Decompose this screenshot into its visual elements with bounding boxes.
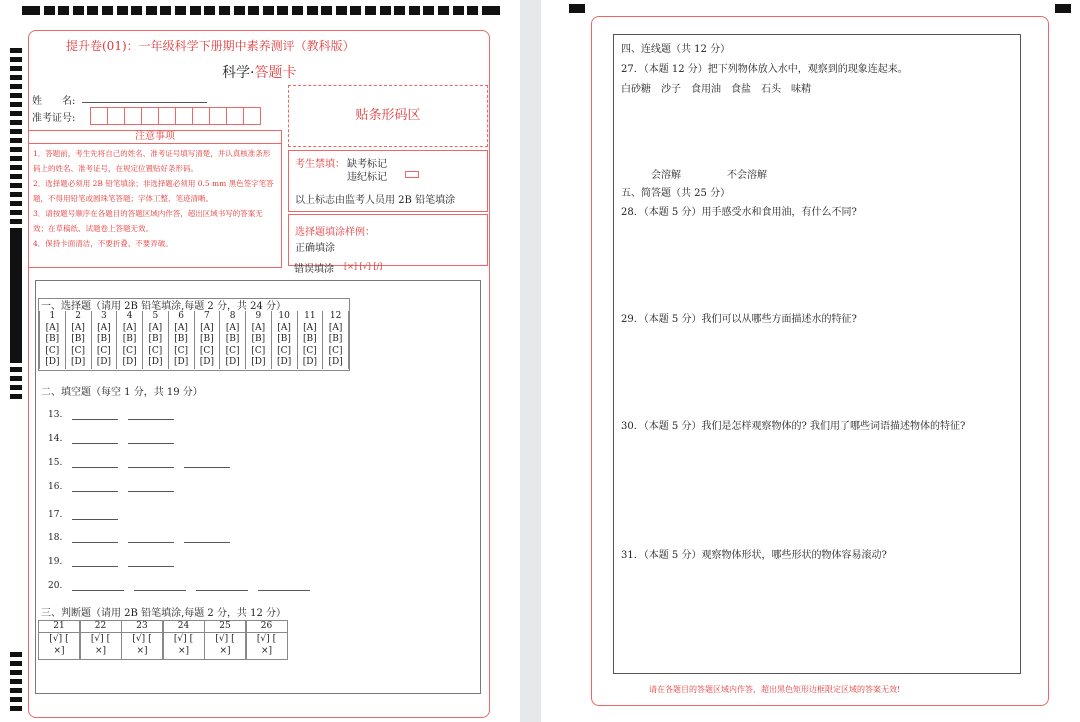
choice-bubble[interactable]: [B]	[297, 334, 323, 346]
fill-blank-line[interactable]	[72, 512, 118, 520]
choice-bubble[interactable]: [B]	[246, 334, 272, 346]
true-false-number: 22	[81, 621, 121, 633]
fill-blank-row	[48, 482, 174, 492]
question-30: 30．（本题 5 分）我们是怎样观察物体的? 我们用了哪些词语描述物体的特征?	[621, 421, 966, 432]
left-timing-marks-lower	[10, 652, 22, 711]
true-false-number: 23	[122, 621, 162, 633]
top-timing-marks	[22, 6, 500, 15]
true-false-item[interactable]	[80, 620, 122, 660]
true-bubble[interactable]: [√]	[90, 634, 104, 644]
choice-bubble[interactable]: [C]	[297, 346, 323, 358]
fill-blank-line[interactable]	[72, 412, 118, 420]
fill-blank-line[interactable]	[128, 436, 174, 444]
fill-blank-row	[48, 510, 118, 520]
choice-bubble[interactable]: [B]	[117, 334, 143, 346]
choice-bubble[interactable]: [D]	[117, 357, 143, 369]
true-false-item[interactable]	[204, 620, 246, 660]
matching-answer-space[interactable]	[621, 98, 1001, 160]
choice-number: 7	[194, 311, 220, 323]
choice-bubble[interactable]: [B]	[91, 334, 117, 346]
answer-space-28[interactable]	[621, 220, 1011, 304]
true-false-item[interactable]	[121, 620, 163, 660]
choice-number: 8	[220, 311, 246, 323]
choice-bubble[interactable]: [C]	[168, 346, 194, 358]
question-28: 28．（本题 5 分）用手感受水和食用油，有什么不同?	[621, 207, 857, 218]
fill-blank-line[interactable]	[196, 583, 248, 591]
fill-blank-row	[48, 434, 174, 444]
false-bubble-close[interactable]: ×]	[94, 646, 107, 656]
choice-bubble[interactable]: [A]	[323, 323, 349, 335]
choice-bubble[interactable]: [B]	[323, 334, 349, 346]
true-false-number: 25	[205, 621, 245, 633]
choice-bubble[interactable]: [A]	[220, 323, 246, 335]
false-bubble-open[interactable]: [	[65, 634, 69, 644]
choice-bubble[interactable]: [A]	[194, 323, 220, 335]
choice-bubble[interactable]: [A]	[143, 323, 169, 335]
choice-bubble[interactable]: [D]	[246, 357, 272, 369]
fill-blank-line[interactable]	[184, 535, 230, 543]
choice-bubble[interactable]: [A]	[65, 323, 91, 335]
true-false-item[interactable]	[246, 620, 288, 660]
choice-bubble[interactable]: [A]	[91, 323, 117, 335]
notice-item: 2．选择题必须用 2B 铅笔填涂；非选择题必须用 0.5 mm 黑色签字笔答题，不得用铅笔或圆珠笔答题；字体工整、笔迹清晰。	[33, 179, 274, 203]
fill-blank-line[interactable]	[134, 583, 186, 591]
true-bubble[interactable]: [√]	[132, 634, 146, 644]
wrong-fill-label: 错误填涂	[294, 264, 334, 275]
fill-blank-row	[48, 458, 230, 468]
false-bubble-open[interactable]: [	[231, 634, 235, 644]
false-bubble-close[interactable]: ×]	[260, 646, 273, 656]
choice-bubble[interactable]: [A]	[246, 323, 272, 335]
fill-blank-line[interactable]	[72, 484, 118, 492]
fill-question-number: 20.	[48, 581, 63, 591]
fill-question-number: 15.	[48, 458, 63, 468]
choice-bubble[interactable]: [C]	[271, 346, 297, 358]
true-false-number: 26	[247, 621, 287, 633]
fill-blank-line[interactable]	[128, 460, 174, 468]
fill-blank-row	[48, 533, 230, 543]
choice-number: 1	[40, 311, 66, 323]
choice-bubble[interactable]: [A]	[271, 323, 297, 335]
name-label: 姓 名:	[32, 96, 76, 107]
section-4-title: 四、连线题（共 12 分）	[621, 44, 731, 55]
answer-space-31[interactable]	[621, 564, 1011, 668]
notice-list	[29, 144, 281, 253]
section-3-title: 三、判断题（请用 2B 铅笔填涂,每题 2 分，共 12 分）	[41, 608, 287, 619]
false-bubble-close[interactable]: ×]	[53, 646, 65, 656]
choice-bubble[interactable]: [C]	[40, 346, 66, 358]
false-bubble-open[interactable]: [	[272, 634, 277, 644]
choice-bubble[interactable]: [A]	[40, 323, 66, 335]
choice-number: 6	[168, 311, 194, 323]
section-2-title: 二、填空题（每空 1 分，共 19 分）	[41, 387, 203, 398]
notice-item: 1．答题前，考生先将自己的姓名、准考证号填写清楚，并认真核准条形码上的姓名、准考证号，在规定位置贴好条形码。	[33, 149, 271, 173]
fill-blank-row	[48, 410, 174, 420]
not-dissolve-label: 不会溶解	[727, 170, 767, 181]
fill-blank-line[interactable]	[72, 559, 118, 567]
fill-blank-line[interactable]	[72, 460, 118, 468]
false-bubble-close[interactable]: ×]	[136, 646, 148, 656]
fill-blank-line[interactable]	[128, 484, 174, 492]
exam-number-label: 准考证号:	[32, 113, 76, 124]
true-false-item[interactable]	[163, 620, 205, 660]
choice-bubble[interactable]: [C]	[65, 346, 91, 358]
fill-blank-line[interactable]	[72, 436, 118, 444]
choice-bubble[interactable]: [D]	[194, 357, 220, 369]
exam-number-cells[interactable]	[90, 107, 260, 129]
fill-blank-row	[48, 581, 310, 591]
choice-bubble[interactable]: [D]	[271, 357, 297, 369]
choice-bubble[interactable]: [B]	[271, 334, 297, 346]
true-bubble[interactable]: [√]	[215, 634, 229, 644]
choice-bubble[interactable]: [D]	[143, 357, 169, 369]
choice-bubble[interactable]: [D]	[91, 357, 117, 369]
choice-bubble[interactable]: [C]	[246, 346, 272, 358]
choice-number: 4	[117, 311, 143, 323]
barcode-area: 贴条形码区	[288, 85, 488, 147]
notice-item: 4．保持卡面清洁，不要折叠、不要弄破。	[33, 239, 173, 248]
section-1-title: 一、选择题（请用 2B 铅笔填涂,每题 2 分，共 24 分）	[41, 301, 287, 312]
choice-bubble[interactable]: [D]	[168, 357, 194, 369]
fill-blank-line[interactable]	[184, 460, 230, 468]
false-bubble-close[interactable]: ×]	[177, 646, 190, 656]
choice-bubble[interactable]: [B]	[220, 334, 246, 346]
fill-blank-line[interactable]	[128, 412, 174, 420]
notice-item: 3．请按题号顺序在各题目的答题区域内作答，超出区域书写的答案无效；在草稿纸、试题卷上答题无效。	[33, 209, 263, 233]
choice-bubble[interactable]: [D]	[297, 357, 323, 369]
true-bubble[interactable]: [√]	[256, 634, 270, 644]
card-subtitle: 科学·答题卡	[222, 65, 297, 81]
choice-bubble[interactable]: [B]	[168, 334, 194, 346]
answer-space-29[interactable]	[621, 328, 1011, 412]
choice-bubble[interactable]: [C]	[323, 346, 349, 358]
fill-question-number: 16.	[48, 482, 63, 492]
notice-box: 注意事项 1．答题前，考生先将自己的姓名、准考证号填写清楚，并认真核准条形码上的姓名、准考证号，在规定位置贴好条形码。 2．选择题必须用 2B 铅笔填涂；非选择题必须用 0.5 mm 黑色签字笔答题，不得用铅笔或圆珠笔答题；字体工整、笔迹清晰。 3．请按题号顺序在各题目的答题区域内作答，超出区域书写的答案无效；在草稿纸、试题卷上答题无效。 4．保持卡面清洁，不要折叠、不要弄破。	[28, 130, 282, 268]
fill-sample-box: 选择题填涂样例： 正确填涂	[288, 214, 488, 266]
section-5-title: 五、简答题（共 25 分）	[621, 188, 731, 199]
choice-bubble[interactable]: [D]	[40, 357, 66, 369]
wrong-fill-marks: [×] [√] [/]	[344, 262, 383, 271]
dissolve-label: 会溶解	[651, 170, 681, 181]
true-bubble[interactable]: [√]	[173, 634, 187, 644]
fill-question-number: 19.	[48, 557, 63, 567]
fill-blank-row	[48, 557, 174, 567]
choice-bubble[interactable]: [C]	[91, 346, 117, 358]
choice-number: 11	[297, 311, 323, 323]
choice-bubble[interactable]: [C]	[143, 346, 169, 358]
answer-space-30[interactable]	[621, 434, 1011, 538]
true-false-number: 24	[164, 621, 204, 633]
fill-blank-line[interactable]	[128, 535, 174, 543]
choice-bubble[interactable]: [A]	[168, 323, 194, 335]
true-false-number: 21	[39, 621, 79, 633]
choice-bubble[interactable]: [A]	[117, 323, 143, 335]
fill-question-number: 13.	[48, 410, 63, 420]
answer-sheet-page-1	[0, 0, 520, 722]
fill-question-number: 14.	[48, 434, 63, 444]
matching-items: 白砂糖 沙子 食用油 食盐 石头 味精	[621, 84, 811, 95]
choice-number: 5	[143, 311, 169, 323]
fill-question-number: 18.	[48, 533, 63, 543]
choice-bubble[interactable]: [D]	[220, 357, 246, 369]
footer-notice: 请在各题目的答题区域内作答，超出黑色矩形边框限定区域的答案无效!	[649, 685, 901, 694]
true-false-item[interactable]	[38, 620, 80, 660]
choice-number: 10	[271, 311, 297, 323]
choice-bubble[interactable]: [A]	[297, 323, 323, 335]
choice-bubble[interactable]: [D]	[65, 357, 91, 369]
false-bubble-open[interactable]: [	[148, 634, 152, 644]
false-bubble-open[interactable]: [	[189, 634, 194, 644]
corner-mark	[569, 4, 585, 13]
fill-blank-line[interactable]	[128, 559, 174, 567]
choice-bubble[interactable]: [C]	[220, 346, 246, 358]
fill-blank-line[interactable]	[72, 535, 118, 543]
choice-bubble[interactable]: [B]	[194, 334, 220, 346]
false-bubble-close[interactable]: ×]	[219, 646, 231, 656]
paper-title: 提升卷(01)：一年级科学下册期中素养测评（教科版）	[66, 39, 355, 53]
fill-blank-line[interactable]	[72, 583, 124, 591]
choice-number: 12	[323, 311, 349, 323]
choice-number: 3	[91, 311, 117, 323]
proctor-box: 考生禁填： 缺考标记 违纪标记 以上标志由监考人员用 2B 铅笔填涂	[288, 150, 488, 212]
question-31: 31．（本题 5 分）观察物体形状，哪些形状的物体容易滚动?	[621, 550, 887, 561]
choice-number: 2	[65, 311, 91, 323]
fill-blank-line[interactable]	[258, 583, 310, 591]
left-timing-marks-middle	[10, 232, 22, 399]
choice-grid[interactable]	[38, 298, 350, 371]
fill-question-number: 17.	[48, 510, 63, 520]
choice-bubble[interactable]: [C]	[194, 346, 220, 358]
question-29: 29．（本题 5 分）我们可以从哪些方面描述水的特征?	[621, 314, 857, 325]
question-27: 27．（本题 12 分）把下列物体放入水中，观察到的现象连起来。	[621, 64, 908, 75]
choice-bubble[interactable]: [B]	[143, 334, 169, 346]
choice-bubble[interactable]: [B]	[65, 334, 91, 346]
corner-mark	[1055, 4, 1071, 13]
answer-sheet-page-2	[541, 0, 1080, 722]
true-bubble[interactable]: [√]	[49, 634, 63, 644]
choice-bubble[interactable]: [D]	[323, 357, 349, 369]
false-bubble-open[interactable]: [	[106, 634, 111, 644]
choice-bubble[interactable]: [B]	[40, 334, 66, 346]
choice-bubble[interactable]: [C]	[117, 346, 143, 358]
choice-number: 9	[246, 311, 272, 323]
name-field[interactable]	[82, 92, 207, 103]
violation-checkbox[interactable]	[405, 171, 419, 178]
